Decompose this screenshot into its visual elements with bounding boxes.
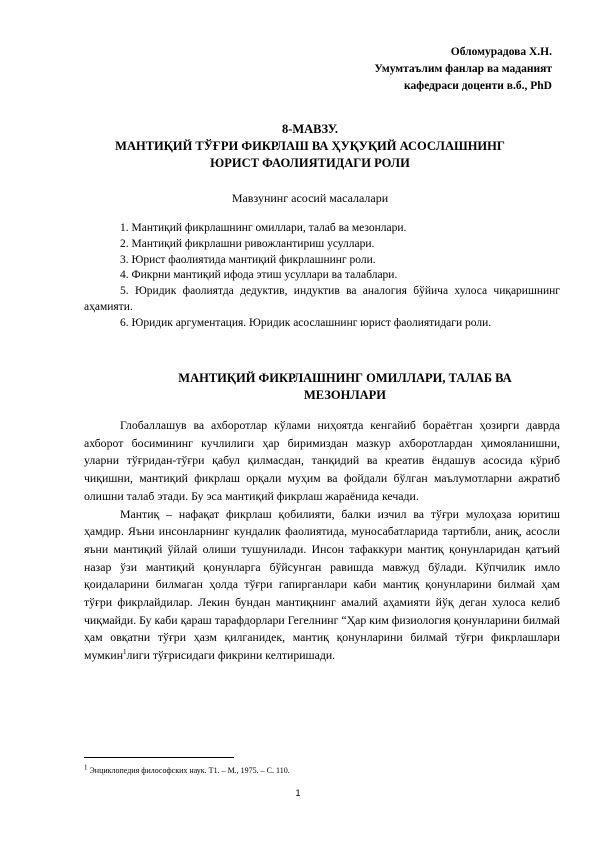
footnote [84,763,290,776]
paragraph-text: Мантиқ – нафақат фикрлаш қобилияти, балки изчил ва тўғри мулоҳаза юритиш ҳамдир. Яъни инсонларнинг кундалик фаолиятида, муносабатларида тартибли, аниқ, асосли яъни мантиқий ўйлай олиши тушунилади. Инсон тафаккури мантиқ қонунларидан қатъий назар ўзи мантиқий қонунларга бўйсунган равишда мавжуд бўлади. Кўпчилик имло қоидаларини билмаган ҳолда тўғри гапирганлари каби мантиқ қонунларини билмай ҳам тўғри фикрлайдилар. Лекин бундан мантиқнинг амалий аҳамияти йўқ деган хулоса келиб чиқмайди. Бу каби қараш тарафдорлари Гегелнинг “Ҳар ким физиология қонунларини билмай ҳам овқатни тўғри ҳазм қилганидек, мантиқ қонунларини билмай тўғри фикрлашлари мумкин [84,506,560,663]
topic-title [60,121,560,172]
topic-title-line-1: МАНТИҚИЙ ТЎҒРИ ФИКРЛАШ ВА ҲУҚУҚИЙ АСОСЛАШНИНГ [115,139,505,153]
author-block [374,44,552,95]
section-heading-line-1: МАНТИҚИЙ ФИКРЛАШНИНГ ОМИЛЛАРИ, ТАЛАБ ВА [178,371,512,385]
section-heading-line-2: МЕЗОНЛАРИ [303,388,387,402]
page-number: 1 [295,788,301,798]
question-item: 1. Мантиқий фикрлашнинг омиллари, талаб ва мезонлари. [120,222,407,234]
section-heading [110,370,580,404]
question-item: 2. Мантиқий фикрлашни ривожлантириш усуллари. [120,237,375,250]
question-item: 4. Фикрни мантиқий ифода этиш усуллари ва талаблари. [120,269,398,282]
topic-title-line-2: ЮРИСТ ФАОЛИЯТИДАГИ РОЛИ [210,156,410,170]
question-item: 6. Юридик аргументация. Юридик асослашнинг юрист фаолиятидаги роли. [120,316,492,329]
question-item: 3. Юрист фаолиятида мантиқий фикрлашнинг роли. [120,253,376,266]
footnote-text: Энциклопедия философских наук. Т1. – М., 1975. – С. 110. [87,766,290,775]
author-department: Умумтаълим фанлар ва маданият [374,63,552,75]
question-item: 5. Юридик фаолиятда дедуктив, индуктив ва аналогия бўйича хулоса чиқаришнинг аҳамияти. [84,285,560,313]
author-name: Обломурадова Х.Н. [450,46,552,58]
topic-number: 8-МАВЗУ. [281,122,339,136]
footnote-mark: 1 [84,763,88,772]
paragraph [84,506,560,665]
paragraph-text-continued: лиги тўғрисидаги фикрини келтиришади. [126,648,336,663]
questions-list [84,221,560,332]
author-position: кафедраси доценти в.б., PhD [404,80,552,92]
main-questions-heading: Мавзунинг асосий масалалари [231,191,389,205]
body-text [84,417,560,665]
paragraph: Глобаллашув ва ахборотлар кўлами ниҳоятда кенгайиб бораётган ҳозирги даврда ахборот босимининг кучлилиги ҳар биримиздан мазкур ахборотлардан ҳимояланишни, уларни тўғридан-тўғри қабул қилмасдан, танқидий ва креатив ёндашув асосида кўриб чиқишни, мантиқий фикрлаш орқали муҳим ва фойдали бўлган маълумотларни ажратиб олишни талаб этади. Бу эса мантиқий фикрлаш жараёнида кечади. [84,418,560,503]
footnote-divider [84,757,234,758]
footnote-reference[interactable]: 1 [123,648,127,657]
